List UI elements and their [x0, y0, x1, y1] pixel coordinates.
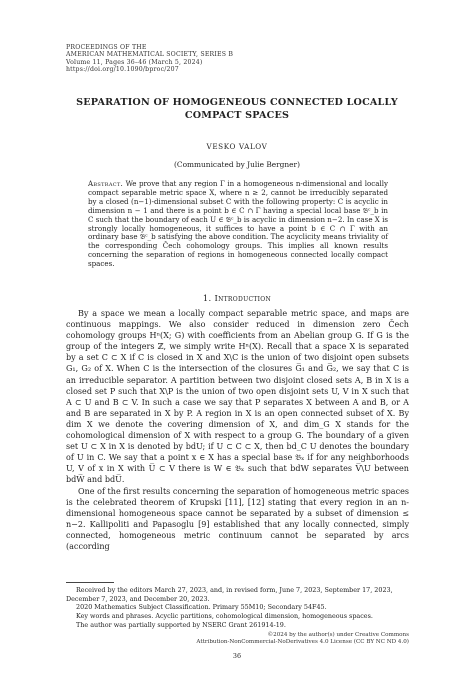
footnote-received: Received by the editors March 27, 2023, and, in revised form, June 7, 2023, September 17, 2023, December 7, 2023, and December 20, 2023.	[66, 586, 393, 603]
author-name: VESKO VALOV	[206, 142, 268, 151]
paragraph: One of the first results concerning the separation of homogeneous metric spaces is the celebrated theorem of Krupski [11], [12] stating that every region in an n-dimensional homogeneous space cannot be separated by a subset of dimension ≤ n−2. Kallipoliti and Papasoglu [9] established that any locally connected, simply connected, homogeneous metric continuum cannot be separated by arcs (according	[66, 486, 409, 551]
doi-link[interactable]: https://doi.org/10.1090/bproc/207	[66, 66, 179, 74]
journal-name-line1: PROCEEDINGS OF THE	[66, 44, 147, 51]
footnotes	[66, 586, 409, 630]
body-text	[66, 308, 409, 552]
journal-header	[66, 44, 406, 74]
page-number: 36	[232, 652, 242, 660]
journal-name-line2: AMERICAN MATHEMATICAL SOCIETY, SERIES B	[66, 51, 234, 59]
copyright-line: ©2024 by the author(s) under Creative Commons	[267, 632, 409, 638]
paragraph: By a space we mean a locally compact separable metric space, and maps are continuous mappings. We also consider reduced in dimension zero Čech cohomology groups Hⁿ(X; G) with coefficients from an Abelian group G. If G is the group of the integers ℤ, we simply write Hⁿ(X). Recall that a space X is separated by a set C ⊂ X if C is closed in X and X\C is the union of two disjoint open subsets G₁, G₂ of X. When C is the intersection of the closures G̅₁ and G̅₂, we say that C is an irreducible separator. A partition between two disjoint closed sets A, B in X is a closed set P such that X\P is the union of two open disjoint sets U, V in X such that A ⊂ U and B ⊂ V. In such a case we say that P separates X between A and B, or A and B are separated in X by P. A region in X is an open connected subset of X. By dim X we denote the covering dimension of X, and dim_G X stands for the cohomological dimension of X with respect to a group G. The boundary of a given set U ⊂ X in X is denoted by bdU; if U ⊂ C ⊂ X, then bd_C U denotes the boundary of U in C. We say that a point x ∈ X has a special base 𝔅ₓ if for any neighborhoods U, V of x in X with U̅ ⊂ V there is W ∈ 𝔅ₓ such that bdW separates V̅\U between bdW̅ and bdU̅.	[66, 309, 409, 485]
footnote-msc: 2020 Mathematics Subject Classification. Primary 55M10; Secondary 54F45.	[76, 603, 327, 612]
abstract	[88, 180, 388, 269]
paper-title-line2: COMPACT SPACES	[184, 110, 290, 121]
abstract-text: We prove that any region Γ in a homogeneous n-dimensional and locally compact separable metric space X, where n ≥ 2, cannot be irreducibly separated by a closed (n−1)-dimensional subset C with the following property: C is acyclic in dimension n − 1 and there is a point b ∈ C ∩ Γ having a special local base 𝔅ᶜ_b in C such that the boundary of each U ∈ 𝔅ᶜ_b is acyclic in dimension n−2. In case X is strongly locally homogeneous, it suffices to have a point b ∈ C ∩ Γ with an ordinary base 𝔅ᶜ_b satisfying the above condition. The acyclicity means triviality of the corresponding Čech cohomology groups. This implies all known results concerning the separation of regions in homogeneous connected locally compact spaces.	[88, 179, 388, 269]
paper-title	[40, 96, 434, 122]
footnote-divider	[66, 582, 114, 583]
paper-title-line1: SEPARATION OF HOMOGENEOUS CONNECTED LOCALLY	[76, 97, 398, 108]
abstract-label: Abstract.	[88, 179, 124, 188]
footnote-keywords: Key words and phrases. Acyclic partitions, cohomological dimension, homogeneous spaces.	[76, 612, 373, 621]
communicated-by: (Communicated by Julie Bergner)	[174, 160, 300, 169]
volume-pages: Volume 11, Pages 36–46 (March 5, 2024)	[66, 58, 203, 66]
license-line[interactable]: Attribution-NonCommercial-NoDerivatives 4.0 License (CC BY NC ND 4.0)	[196, 639, 409, 646]
license-notice	[66, 632, 409, 647]
section-heading: 1. Introduction	[202, 293, 272, 303]
footnote-grant: The author was partially supported by NSERC Grant 261914-19.	[76, 620, 286, 629]
